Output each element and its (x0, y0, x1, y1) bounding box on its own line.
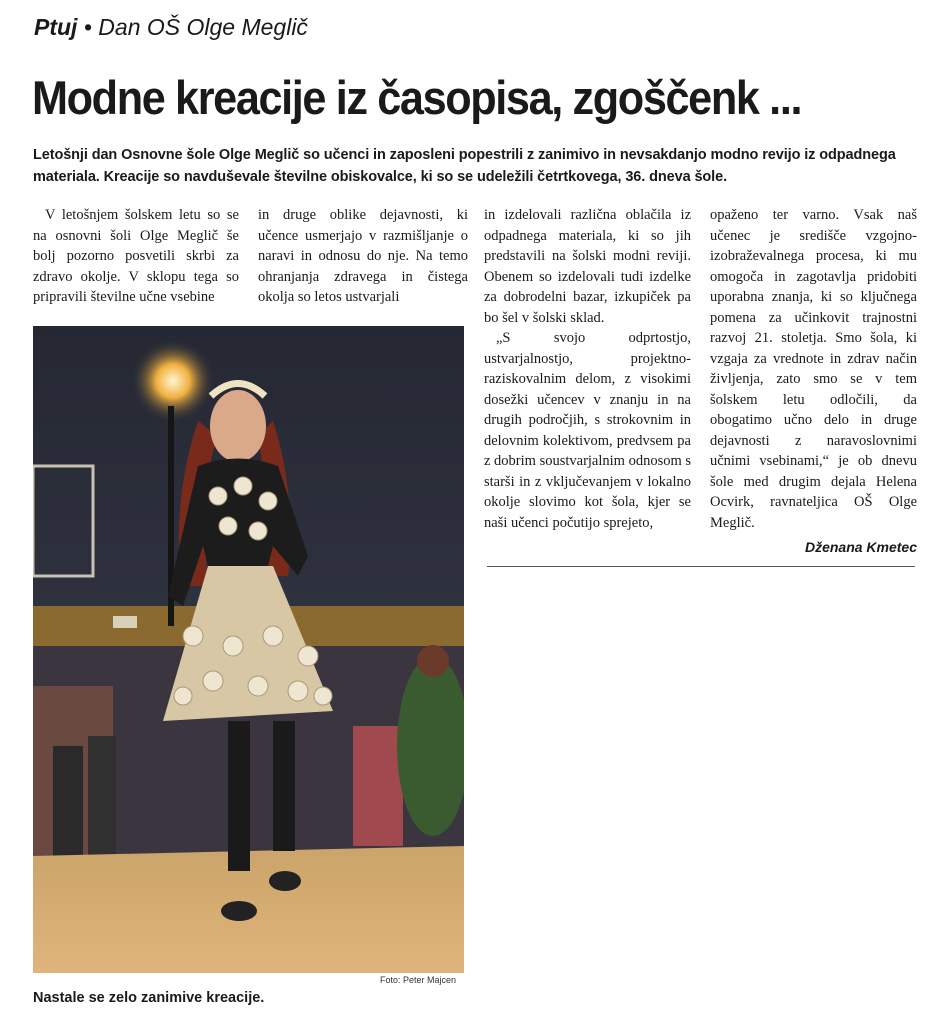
section-kicker (34, 14, 308, 41)
kicker-bullet: • (83, 14, 92, 40)
body-paragraph: „S svojo odprtostjo, ustvarjalnostjo, projektno-raziskovalnim delom, z visokimi dosežki učencev v znanju in na drugih področjih, s strokovnim in delovnim kolektivom, predvsem pa z dobrim soustvarjalnim odnosom s starši in z vključevanjem v lokalno okolje slovimo kot šola, kjer se naši učenci počutijo sprejeto, (484, 330, 692, 531)
body-column-1 (33, 205, 239, 308)
photo-caption: Nastale se zelo zanimive kreacije. (33, 990, 265, 1006)
body-paragraph: opaženo ter varno. Vsak naš učenec je središče vzgojno-izobraževalnega procesa, ki mu omogoča in zagotavlja pridobiti uporabna znanja, ki so ključnega pomena za učinkovit trajnostni razvoj 21. stoletja. Smo šola, ki vzgaja za vrednote in zdrav način življenja, zato smo se v tem šolskem letu odločili, da obogatimo učno delo in druge dejavnosti z naravoslovnimi učnimi vsebinami,“ je ob dnevu šole med drugim dejala Helena Ocvirk, ravnateljica OŠ Olge Meglič. (710, 207, 917, 531)
body-paragraph: in izdelovali različna oblačila iz odpadnega materiala, ki so jih predstavili na šolski modni reviji. Obenem so izdelovali tudi izdelke za dobrodelni bazar, izkupiček pa bo šel v šolski sklad. (484, 207, 691, 326)
kicker-topic: Dan OŠ Olge Meglič (98, 14, 308, 40)
photo-credit: Foto: Peter Majcen (380, 975, 457, 985)
body-paragraph: in druge oblike dejavnosti, ki učence usmerjajo v razmišljanje o naravi in odnosu do nje. Na temo ohranjanja zdravega in čistega okolja so letos ustvarjali (258, 207, 468, 305)
fashion-show-photo (33, 326, 464, 973)
column-divider (487, 566, 915, 567)
article-photo (33, 326, 464, 973)
lead-paragraph: Letošnji dan Osnovne šole Olge Meglič so učenci in zaposleni popestrili z zanimivo in nevsakdanjo modno revijo iz odpadnega materiala. Kreacije so navduševale številne obiskovalce, ki so se udeležili četrtkovega, 36. dneva šole. (33, 147, 896, 185)
body-paragraph: V letošnjem šolskem letu so se na osnovni šoli Olge Meglič še bolj pozorno posvetili skrbi za zdravo okolje. V sklopu tega so pripravili številne učne vsebine (33, 207, 239, 305)
author-byline: Dženana Kmetec (804, 539, 917, 555)
body-column-4 (710, 205, 917, 558)
body-column-2 (258, 205, 468, 308)
kicker-place: Ptuj (34, 14, 78, 40)
body-column-3 (484, 205, 691, 533)
headline: Modne kreacije iz časopisa, zgoščenk ... (32, 71, 802, 124)
